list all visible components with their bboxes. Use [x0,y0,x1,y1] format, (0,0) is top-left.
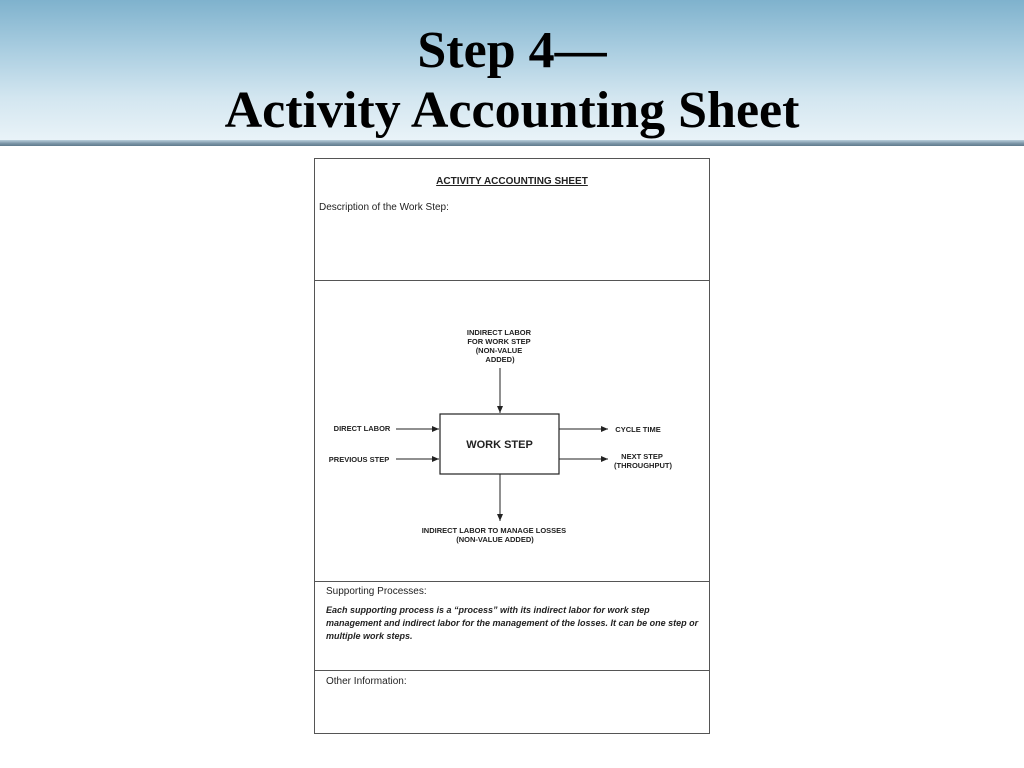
description-label: Description of the Work Step: [319,202,449,213]
section-divider [315,581,709,582]
slide-title-line-2: Activity Accounting Sheet [224,82,800,139]
right-output-label-1: CYCLE TIME [615,425,661,434]
work-step-diagram [315,281,709,581]
title-divider [0,140,1024,146]
activity-accounting-sheet [314,158,710,734]
top-input-label: INDIRECT LABOR FOR WORK STEP (NON-VALUE ADDED) [466,328,532,364]
slide-title-line-1: Step 4— [417,22,607,79]
supporting-processes-label: Supporting Processes: [326,586,427,597]
other-information-label: Other Information: [326,676,407,687]
left-input-label-2: PREVIOUS STEP [328,455,390,464]
work-step-label: WORK STEP [466,439,533,451]
supporting-processes-text: Each supporting process is a “process” with its indirect labor for work step management and indirect labor for the management of the losses. It can be one step or multiple work steps. [326,605,699,641]
sheet-heading: ACTIVITY ACCOUNTING SHEET [436,176,588,187]
right-output-label-2: NEXT STEP (THROUGHPUT) [614,452,672,470]
bottom-output-label: INDIRECT LABOR TO MANAGE LOSSES (NON-VALUE ADDED) [421,526,567,544]
left-input-label-1: DIRECT LABOR [333,424,391,433]
section-divider [315,670,709,671]
